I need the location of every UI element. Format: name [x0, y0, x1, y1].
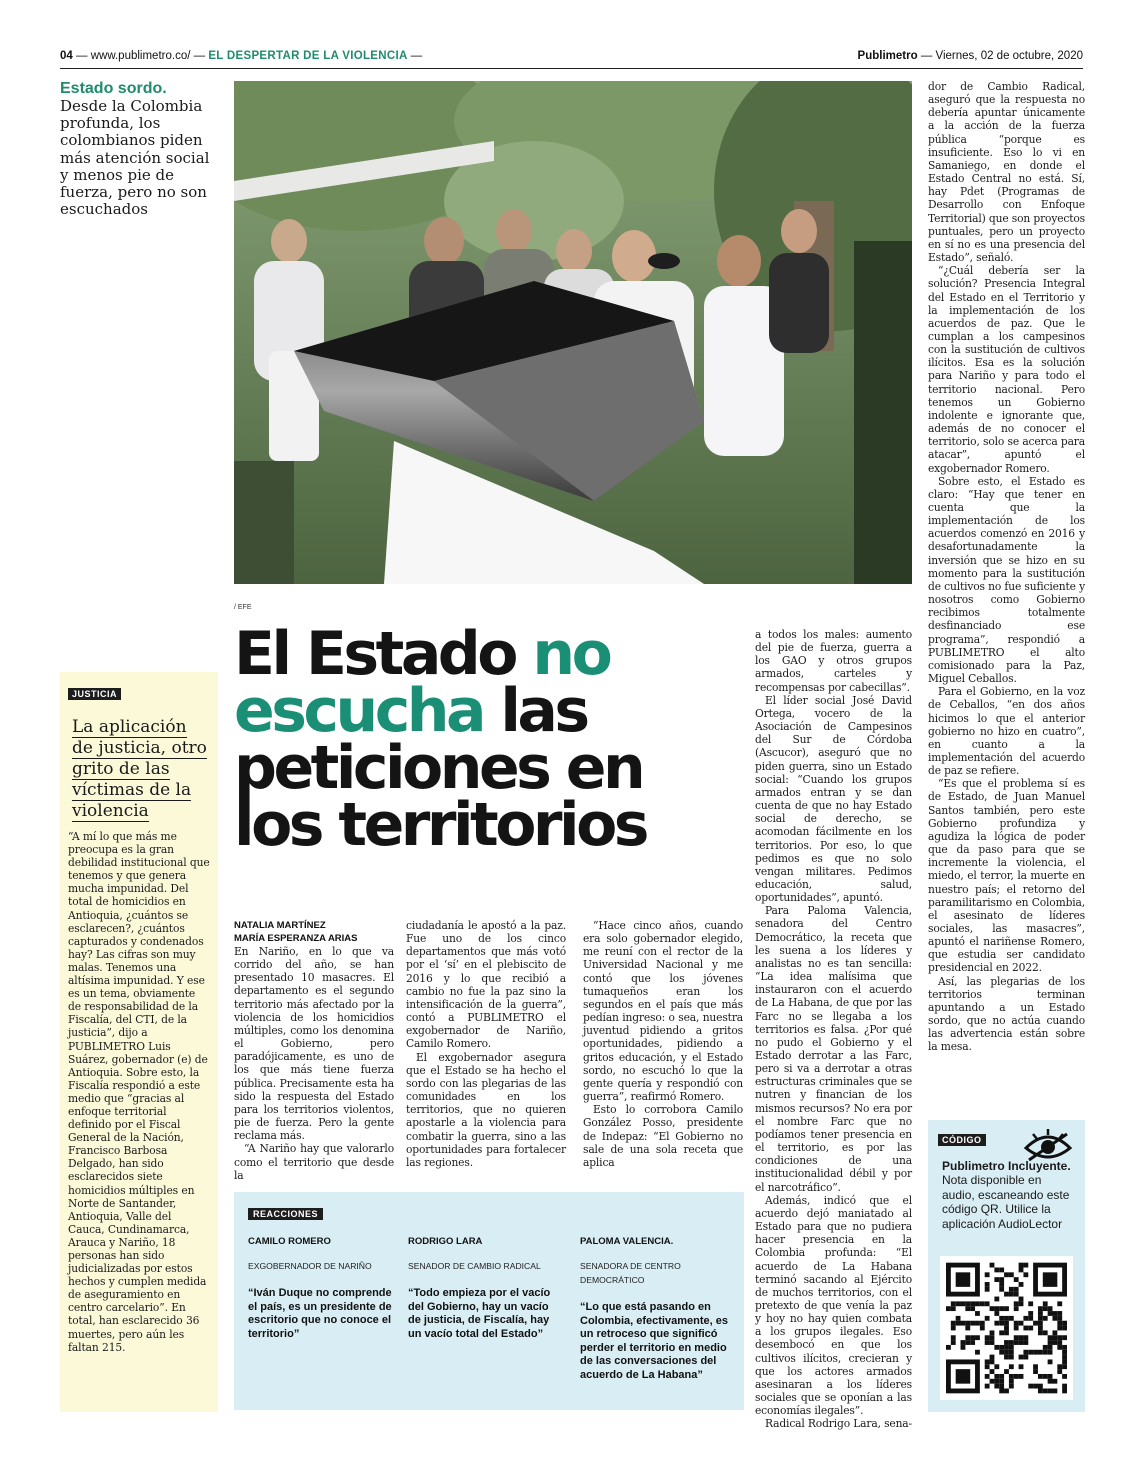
paragraph: Radical Rodrigo Lara, sena- — [765, 1417, 912, 1431]
paragraph: Para Paloma Valencia, senadora del Centro Democrático, la receta que les suena a los líderes y analistas no es tan sencilla: “La idea malísima que instauraron con el acuerdo de La Habana, de que por las Farc no se llegaba a los territorios es falsa. ¿Por qué no pudo el Gobierno y el Estado derrotar a las Farc, pero si va a derrotar a otras estructuras criminales que se nutren y financian de los mismos recursos? No era por el nombre Farc que no podíamos tener presencia en el territorio, es por las condiciones de una institucionalidad débil y por el narcotráfico”. — [755, 904, 912, 1194]
paragraph: “A Nariño hay que valorarlo como el territorio que desde la — [234, 1142, 394, 1182]
page-header — [60, 46, 1083, 66]
reaction-quote: “Todo empieza por el vacío del Gobierno, hay un vacío de justicia, de Fiscalía, hay un vacío total del Estado” — [408, 1287, 551, 1340]
article-column-2 — [406, 919, 566, 1169]
codigo-title: Publimetro Incluyente. — [942, 1159, 1071, 1173]
reaction-item — [580, 1236, 730, 1382]
headline-part2: las peticiones en los territorios — [234, 676, 647, 860]
article-column-5 — [928, 80, 1085, 1054]
reactions-box — [234, 1192, 744, 1410]
justicia-tag: JUSTICIA — [68, 688, 121, 700]
paragraph: “Es que el problema sí es de Estado, de Juan Manuel Santos también, pero este Gobierno profundiza y agudiza la lógica de poder que da paso para que se incremente la violencia, el miedo, el terror, la muerte en nuestro país; el retorno del paramilitarismo en Colombia, el asesinato de líderes sociales, las masacres”, apuntó el nariñense Romero, que estudia ser candidato presidencial en 2022. — [928, 777, 1085, 975]
article-column-3 — [583, 919, 743, 1169]
justicia-sidebar — [60, 672, 218, 1412]
reaction-role: EXGOBERNADOR DE NARIÑO — [248, 1261, 372, 1271]
codigo-tag: CÓDIGO — [938, 1134, 986, 1146]
site-url[interactable]: www.publimetro.co/ — [90, 50, 191, 62]
paragraph: “Hace cinco años, cuando era solo gobernador elegido, me reuní con el rector de la Universidad Nacional y me contó que los jóvenes tumaqueños eran los segundos en el país que más pedían ingreso: o sea, nuestra juventud pidiendo a gritos oportunidades, pidiendo a gritos educación, y el Estado sordo, no escuchó lo que la gente quería y respondió con guerra”, reafirmó Romero. — [583, 919, 743, 1104]
headline-accent: no escucha — [234, 619, 610, 746]
article-column-1 — [234, 945, 394, 1182]
justicia-title — [72, 717, 210, 822]
byline — [234, 919, 402, 945]
reaction-name: RODRIGO LARA — [408, 1236, 483, 1247]
paragraph: El exgobernador asegura que el Estado se ha hecho el sordo con las plegarias de las comunidades en los territorios, que no quieren apostarle a la violencia para combatir la guerra, sino a las oportunidades para fortalecer las regiones. — [406, 1050, 566, 1169]
paragraph: En Nariño, en lo que va corrido del año, se han presentado 10 masacres. El departamento es el segundo territorio más afectado por la violencia de los homicidios múltiples, como los denomina el Gobierno, pero paradójicamente, es uno de los que más tiene fuerza pública. Precisamente esta ha sido la respuesta del Estado para los territorios violentos, pie de fuerza. Pero la gente reclama más. — [234, 945, 394, 1143]
header-rule — [60, 68, 1083, 69]
photo-credit: / EFE — [234, 604, 252, 611]
header-left: 04 — www.publimetro.co/ — EL DESPERTAR DE LA VIOLENCIA — — [60, 50, 423, 62]
codigo-box — [928, 1120, 1085, 1412]
paragraph: Para el Gobierno, en la voz de Ceballos, “en dos años hicimos lo que el anterior gobierno no hizo en cuatro”, en cuanto a la implementación del acuerdo de paz se refiere. — [928, 685, 1085, 778]
author-2: MARÍA ESPERANZA ARIAS — [234, 933, 358, 944]
paragraph: El líder social José David Ortega, vocero de la Asociación de Campesinos del Sur de Córdoba (Ascucor), aseguró que no piden guerra, sino un Estado social: “Cuando los grupos armados entran y se dan cuenta de que no hay Estado social de derecho, se acomodan fácilmente en los territorios. Por eso, lo que pedimos es que no solo vengan militares. Pedimos educación, salud, oportunidades”, apuntó. — [755, 693, 912, 905]
reaction-item — [248, 1236, 398, 1341]
qr-code[interactable] — [940, 1256, 1073, 1400]
paragraph: Esto lo corrobora Camilo González Posso, presidente de Indepaz: “El Gobierno no sale de una sola receta que aplica — [583, 1103, 743, 1169]
justicia-title-text: La aplicación de justicia, otro grito de las víctimas de la violencia — [72, 717, 207, 821]
page-number: 04 — [60, 50, 73, 62]
reaction-name: PALOMA VALENCIA. — [580, 1236, 674, 1247]
paragraph: Sobre esto, el Estado es claro: “Hay que tener en cuenta que la implementación de los acuerdos comenzó en 2016 y desafortunadamente la inversión que se hizo en su momento para la sustitución de cultivos no fue suficiente y nosotros como Gobierno recibimos totalmente desfinanciado ese programa”, respondió a PUBLIMETRO el alto comisionado para la Paz, Miguel Ceballos. — [928, 474, 1085, 686]
article-column-4 — [755, 628, 912, 1431]
justicia-body: “A mí lo que más me preocupa es la gran debilidad institucional que tenemos y que genera mucha impunidad. Del total de homicidios en Antioquia, ¿cuántos se esclarecen?, ¿cuántos capturados y condenados hay? Las cifras son muy malas. Tenemos una altísima impunidad. Y ese es un tema, obviamente de responsabilidad de la Fiscalía, del CTI, de la justicia”, dijo a PUBLIMETRO Luis Suárez, gobernador (e) de Antioquia. Sobre esto, la Fiscalía respondió a este medio que “gracias al enfoque territorial definido por el Fiscal General de la Nación, Francisco Barbosa Delgado, han sido esclarecidos siete homicidios múltiples en Norte de Santander, Antioquia, Valle del Cauca, Cundinamarca, Arauca y Nariño, 18 personas han sido judicializadas por estos hechos y cumplen medida de aseguramiento en centro carcelario”. En total, han esclarecido 36 muertes, pero aún les faltan 215. — [68, 830, 210, 1354]
deck-text: Desde la Colombia profunda, los colombianos piden más atención social y menos pie de fuerza, pero no son escuchados — [60, 97, 210, 219]
funeral-photo-illustration — [234, 81, 912, 584]
author-1: NATALIA MARTÍNEZ — [234, 920, 326, 931]
reaction-quote: “Iván Duque no comprende el país, es un presidente de escritorio que no conoce el territorio” — [248, 1287, 392, 1340]
paragraph: ciudadanía le apostó a la paz. Fue uno de los cinco departamentos que más votó por el ‘sí’ en el plebiscito de 2016 y lo que recibió a cambio no fue la paz sino la intensificación de la guerra”, contó a PUBLIMETRO el exgobernador de Nariño, Camilo Romero. — [406, 919, 566, 1051]
issue-date: Viernes, 02 de octubre, 2020 — [935, 50, 1083, 62]
deck-kicker: Estado sordo. — [60, 80, 167, 97]
article-deck — [60, 80, 220, 218]
paragraph: Así, las plegarias de los territorios terminan apuntando a un Estado sordo, que no actúa cuando las advertencia están sobre la mesa. — [928, 974, 1085, 1054]
headline — [234, 619, 744, 860]
section-name: EL DESPERTAR DE LA VIOLENCIA — [208, 50, 408, 62]
paragraph: Además, indicó que el acuerdo dejó maniatado al Estado para que no pudiera hacer presencia en la Colombia profunda: “El acuerdo de La Habana terminó sacando al Ejército de muchos territorios, con el pretexto de que venía la paz y hoy no hay quien combata a los grupos ilegales. Eso desembocó en que los cultivos ilícitos, crecieran y que los actores armados asesinaran a los líderes sociales que se oponían a las economías ilegales”. — [755, 1193, 912, 1418]
paragraph: dor de Cambio Radical, aseguró que la respuesta no debería apuntar únicamente a la acción de la fuerza pública “porque es insuficiente. Eso lo vi en Samaniego, en donde el Estado Central no está. Sí, hay Pdet (Programas de Desarrollo con Enfoque Territorial) que son proyectos puntuales, pero un proyecto en sí no es una presencia del Estado”, señaló. — [928, 80, 1085, 265]
reaction-quote: “Lo que está pasando en Colombia, efectivamente, es un retroceso que significó perder el territorio en medio de las conversaciones del acuerdo de La Habana” — [580, 1301, 728, 1381]
qr-code-graphic — [946, 1262, 1067, 1394]
paragraph: “¿Cuál debería ser la solución? Presencia Integral del Estado en el Territorio y la implementación de los acuerdos de paz. Que le cumplan a los campesinos con la sustitución de cultivos ilícitos. Esa es la solución para Nariño y para todo el territorio nacional. Pero tenemos un Gobierno indolente e ignorante que, además de no conocer el territorio, solo se acerca para atacar”, apuntó el exgobernador Romero. — [928, 264, 1085, 475]
reaction-role: SENADORA DE CENTRO DEMOCRÁTICO — [580, 1261, 681, 1285]
reaction-name: CAMILO ROMERO — [248, 1236, 331, 1247]
reaction-item — [408, 1236, 558, 1341]
codigo-description: Nota disponible en audio, escaneando este código QR. Utilice la aplicación AudioLector — [942, 1173, 1070, 1231]
eye-icon — [1023, 1128, 1073, 1164]
paragraph: a todos los males: aumento del pie de fuerza, guerra a los GAO y otros grupos armados, carteles y recompensas por cabecillas”. — [755, 628, 912, 694]
reactions-tag: REACCIONES — [248, 1208, 323, 1220]
headline-part1: El Estado — [234, 619, 533, 689]
codigo-text — [938, 1159, 1075, 1231]
funeral-photo — [234, 81, 912, 584]
header-right: Publimetro — Viernes, 02 de octubre, 2020 — [857, 50, 1083, 62]
publication-name: Publimetro — [857, 50, 918, 62]
reaction-role: SENADOR DE CAMBIO RADICAL — [408, 1261, 541, 1271]
